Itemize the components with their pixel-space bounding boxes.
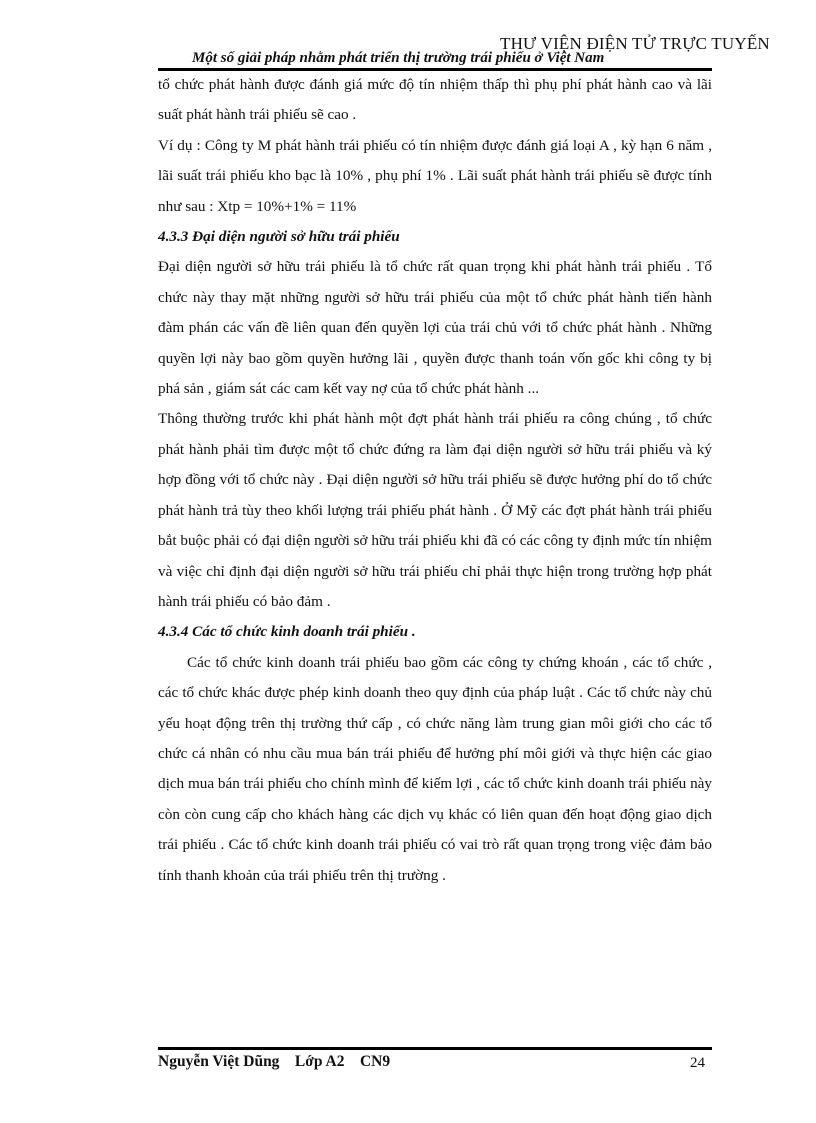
paragraph: Đại diện người sở hữu trái phiếu là tổ chức rất quan trọng khi phát hành trái phiếu . Tổ chức này thay mặt những người sở hữu trái phiếu của một tổ chức phát hành tiến hành đàm phán các vấn đề liên quan đến quyền lợi của trái chủ với tổ chức phát hành . Những quyền lợi này bao gồm quyền hưởng lãi , quyền được thanh toán vốn gốc khi công ty bị phá sản , giám sát các cam kết vay nợ của tổ chức phát hành ... (158, 258, 712, 398)
paragraph: Các tổ chức kinh doanh trái phiếu bao gồm các công ty chứng khoán , các tổ chức , các tổ chức khác được phép kinh doanh theo quy định của pháp luật . Các tổ chức này chủ yếu hoạt động trên thị trường thứ cấp , có chức năng làm trung gian môi giới cho các tổ chức cá nhân có nhu cầu mua bán trái phiếu để hưởng phí môi giới và thực hiện các giao dịch mua bán trái phiếu cho chính mình để kiếm lợi , các tổ chức kinh doanh trái phiếu này còn còn cung cấp cho khách hàng các dịch vụ khác có liên quan đến hoạt động giao dịch trái phiếu . Các tổ chức kinh doanh trái phiếu có vai trò rất quan trọng trong việc đảm bảo tính thanh khoản của trái phiếu trên thị trường . (158, 653, 712, 884)
section-heading-4-3-3: 4.3.3 Đại diện người sở hữu trái phiếu (158, 228, 400, 246)
paragraph: Thông thường trước khi phát hành một đợt phát hành trái phiếu ra công chúng , tổ chức phát hành phải tìm được một tổ chức đứng ra làm đại diện người sở hữu trái phiếu và ký hợp đồng với tổ chức này . Đại diện người sở hữu trái phiếu sẽ được hưởng phí do tổ chức phát hành trả tùy theo khối lượng trái phiếu phát hành . Ở Mỹ các đợt phát hành trái phiếu bắt buộc phải có đại diện người sở hữu trái phiếu khi đã có các công ty định mức tín nhiệm và việc chỉ định đại diện người sở hữu trái phiếu chỉ phải thực hiện trong trường hợp phát hành trái phiếu có bảo đảm . (158, 410, 712, 610)
paragraph: tổ chức phát hành được đánh giá mức độ tín nhiệm thấp thì phụ phí phát hành cao và lãi suất phát hành trái phiếu sẽ cao . (158, 76, 712, 124)
document-body (158, 70, 712, 891)
page-header-title: Một số giải pháp nhằm phát triển thị trường trái phiếu ở Việt Nam (192, 50, 605, 66)
footer-author-class: Nguyễn Việt Dũng Lớp A2 CN9 (158, 1053, 391, 1070)
footer-rule (158, 1047, 712, 1050)
watermark-text: THƯ VIỆN ĐIỆN TỬ TRỰC TUYẾN (500, 34, 770, 53)
paragraph-example: Ví dụ : Công ty M phát hành trái phiếu có tín nhiệm được đánh giá loại A , kỳ hạn 6 năm , lãi suất trái phiếu kho bạc là 10% , phụ phí 1% . Lãi suất phát hành trái phiếu sẽ được tính như sau : Xtp = 10%+1% = 11% (158, 136, 712, 215)
section-heading-4-3-4: 4.3.4 Các tổ chức kinh doanh trái phiếu . (158, 623, 416, 641)
page-number: 24 (690, 1055, 705, 1071)
